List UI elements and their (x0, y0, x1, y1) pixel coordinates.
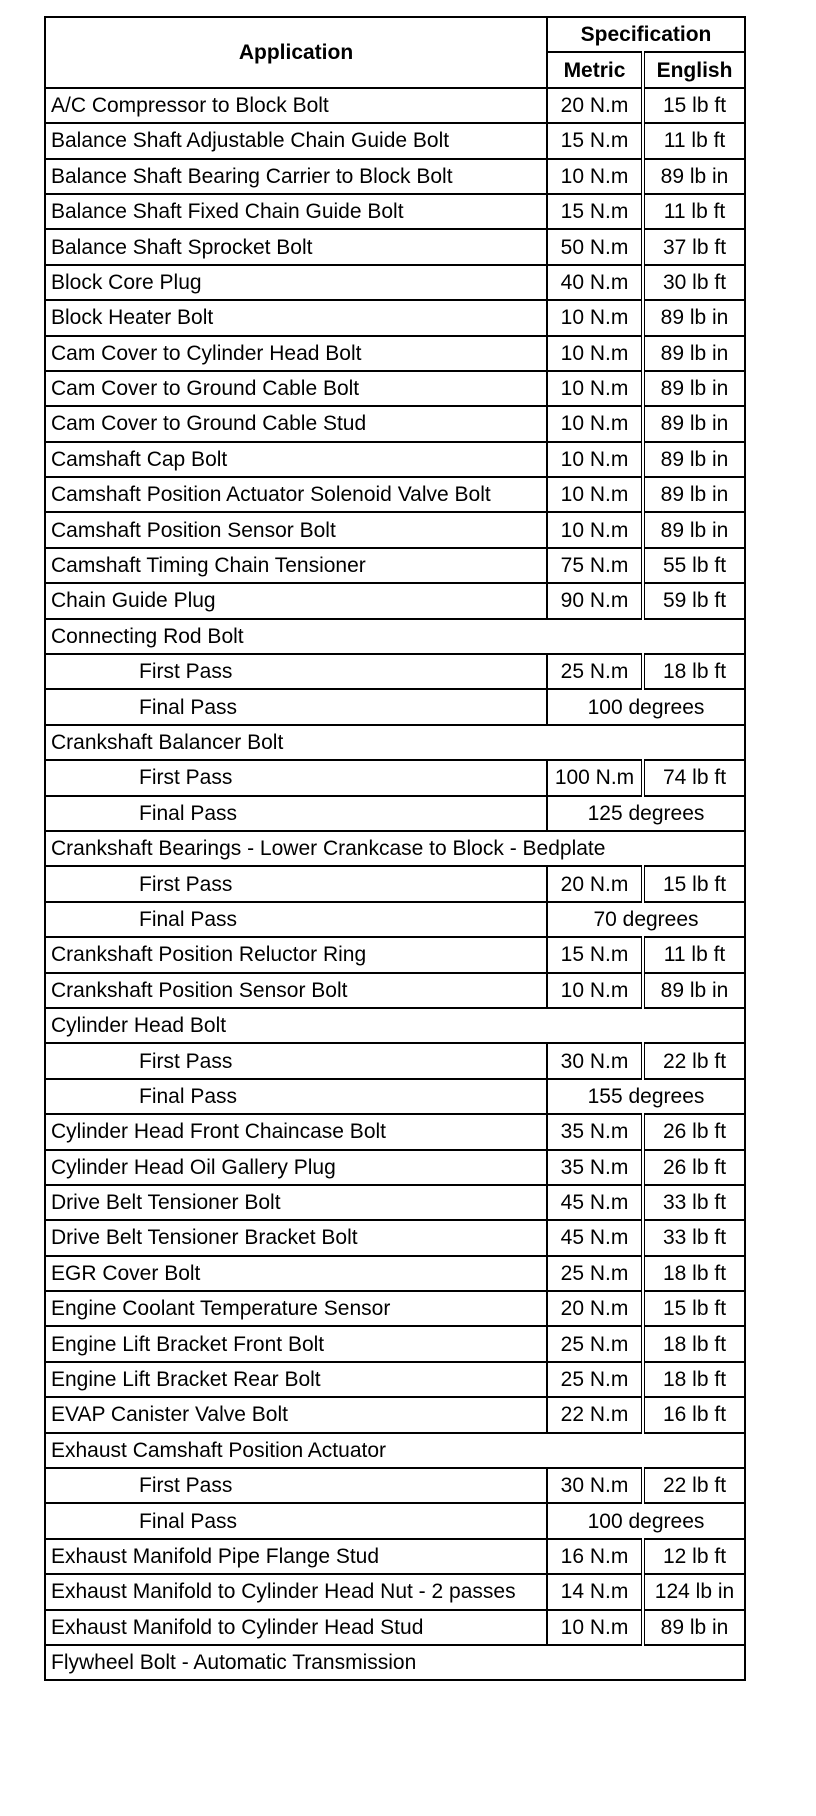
application-name: Engine Coolant Temperature Sensor (45, 1291, 547, 1326)
metric-header: Metric (547, 52, 643, 87)
metric-value: 45 N.m (547, 1185, 643, 1220)
english-value: 89 lb in (643, 477, 745, 512)
pass-name: First Pass (45, 866, 547, 901)
specification-header: Specification (547, 17, 745, 52)
metric-value: 40 N.m (547, 265, 643, 300)
english-value: 37 lb ft (643, 229, 745, 264)
application-name: Drive Belt Tensioner Bolt (45, 1185, 547, 1220)
metric-value: 10 N.m (547, 336, 643, 371)
table-row (45, 265, 745, 300)
metric-value: 25 N.m (547, 1362, 643, 1397)
torque-spec-table (44, 16, 746, 1681)
english-value: 15 lb ft (643, 1291, 745, 1326)
metric-value: 15 N.m (547, 123, 643, 158)
application-name: Drive Belt Tensioner Bracket Bolt (45, 1220, 547, 1255)
table-row (45, 583, 745, 618)
table-row (45, 88, 745, 123)
application-name: Cam Cover to Cylinder Head Bolt (45, 336, 547, 371)
table-row (45, 1114, 745, 1149)
table-row (45, 1326, 745, 1361)
table-row (45, 336, 745, 371)
table-row (45, 1610, 745, 1645)
english-value: 15 lb ft (643, 866, 745, 901)
table-row (45, 1220, 745, 1255)
table-row (45, 548, 745, 583)
table-row (45, 229, 745, 264)
table-row (45, 1079, 745, 1114)
english-value: 89 lb in (643, 406, 745, 441)
english-value: 11 lb ft (643, 194, 745, 229)
english-value: 89 lb in (643, 1610, 745, 1645)
metric-value: 25 N.m (547, 1326, 643, 1361)
metric-value: 20 N.m (547, 88, 643, 123)
metric-value: 10 N.m (547, 973, 643, 1008)
english-value: 18 lb ft (643, 1362, 745, 1397)
pass-name: First Pass (45, 1468, 547, 1503)
application-name: Exhaust Manifold to Cylinder Head Nut - 2 passes (45, 1574, 547, 1609)
angle-spec: 70 degrees (547, 902, 745, 937)
pass-name: Final Pass (45, 1503, 547, 1538)
pass-name: First Pass (45, 654, 547, 689)
table-row (45, 902, 745, 937)
english-value: 26 lb ft (643, 1114, 745, 1149)
english-value: 89 lb in (643, 512, 745, 547)
table-row (45, 300, 745, 335)
pass-name: First Pass (45, 760, 547, 795)
pass-name: Final Pass (45, 902, 547, 937)
group-row (45, 619, 745, 654)
english-value: 26 lb ft (643, 1150, 745, 1185)
table-row (45, 973, 745, 1008)
english-value: 18 lb ft (643, 1256, 745, 1291)
english-value: 89 lb in (643, 442, 745, 477)
table-row (45, 406, 745, 441)
metric-value: 35 N.m (547, 1150, 643, 1185)
metric-value: 16 N.m (547, 1539, 643, 1574)
application-name: Camshaft Cap Bolt (45, 442, 547, 477)
application-name: A/C Compressor to Block Bolt (45, 88, 547, 123)
english-value: 89 lb in (643, 371, 745, 406)
english-value: 11 lb ft (643, 937, 745, 972)
metric-value: 25 N.m (547, 1256, 643, 1291)
english-value: 124 lb in (643, 1574, 745, 1609)
table-row (45, 1468, 745, 1503)
metric-value: 14 N.m (547, 1574, 643, 1609)
metric-value: 15 N.m (547, 937, 643, 972)
metric-value: 10 N.m (547, 512, 643, 547)
metric-value: 10 N.m (547, 442, 643, 477)
english-value: 15 lb ft (643, 88, 745, 123)
metric-value: 100 N.m (547, 760, 643, 795)
application-name: Balance Shaft Bearing Carrier to Block Bolt (45, 159, 547, 194)
table-row (45, 512, 745, 547)
pass-name: First Pass (45, 1043, 547, 1078)
english-value: 22 lb ft (643, 1043, 745, 1078)
english-value: 89 lb in (643, 336, 745, 371)
table-row (45, 866, 745, 901)
table-body (45, 88, 745, 1681)
metric-value: 75 N.m (547, 548, 643, 583)
english-value: 89 lb in (643, 300, 745, 335)
metric-value: 10 N.m (547, 1610, 643, 1645)
metric-value: 20 N.m (547, 1291, 643, 1326)
group-row (45, 831, 745, 866)
table-row (45, 1256, 745, 1291)
application-name: Exhaust Manifold to Cylinder Head Stud (45, 1610, 547, 1645)
application-name: Engine Lift Bracket Front Bolt (45, 1326, 547, 1361)
table-row (45, 937, 745, 972)
application-group-name: Connecting Rod Bolt (45, 619, 745, 654)
application-name: Cam Cover to Ground Cable Stud (45, 406, 547, 441)
application-group-name: Flywheel Bolt - Automatic Transmission (45, 1645, 745, 1680)
application-group-name: Exhaust Camshaft Position Actuator (45, 1433, 745, 1468)
application-name: EVAP Canister Valve Bolt (45, 1397, 547, 1432)
english-value: 30 lb ft (643, 265, 745, 300)
table-row (45, 1539, 745, 1574)
table-row (45, 1043, 745, 1078)
table-row (45, 442, 745, 477)
english-value: 18 lb ft (643, 654, 745, 689)
metric-value: 10 N.m (547, 159, 643, 194)
application-name: Cam Cover to Ground Cable Bolt (45, 371, 547, 406)
application-name: Exhaust Manifold Pipe Flange Stud (45, 1539, 547, 1574)
english-value: 11 lb ft (643, 123, 745, 158)
table-row (45, 477, 745, 512)
english-value: 22 lb ft (643, 1468, 745, 1503)
english-value: 89 lb in (643, 973, 745, 1008)
table-row (45, 654, 745, 689)
application-header: Application (45, 17, 547, 88)
application-name: Balance Shaft Adjustable Chain Guide Bolt (45, 123, 547, 158)
application-name: Camshaft Position Sensor Bolt (45, 512, 547, 547)
table-row (45, 796, 745, 831)
table-row (45, 1362, 745, 1397)
table-row (45, 1574, 745, 1609)
metric-value: 10 N.m (547, 477, 643, 512)
english-value: 33 lb ft (643, 1185, 745, 1220)
pass-name: Final Pass (45, 1079, 547, 1114)
metric-value: 10 N.m (547, 300, 643, 335)
table-row (45, 159, 745, 194)
application-name: Block Heater Bolt (45, 300, 547, 335)
application-name: Crankshaft Position Sensor Bolt (45, 973, 547, 1008)
application-name: Engine Lift Bracket Rear Bolt (45, 1362, 547, 1397)
table-row (45, 1185, 745, 1220)
group-row (45, 1008, 745, 1043)
application-name: Camshaft Position Actuator Solenoid Valve Bolt (45, 477, 547, 512)
english-value: 16 lb ft (643, 1397, 745, 1432)
angle-spec: 125 degrees (547, 796, 745, 831)
header-row-top (45, 17, 745, 52)
english-value: 12 lb ft (643, 1539, 745, 1574)
angle-spec: 100 degrees (547, 689, 745, 724)
application-name: Cylinder Head Oil Gallery Plug (45, 1150, 547, 1185)
metric-value: 50 N.m (547, 229, 643, 264)
application-group-name: Cylinder Head Bolt (45, 1008, 745, 1043)
table-row (45, 1291, 745, 1326)
english-value: 33 lb ft (643, 1220, 745, 1255)
metric-value: 35 N.m (547, 1114, 643, 1149)
metric-value: 30 N.m (547, 1468, 643, 1503)
metric-value: 10 N.m (547, 371, 643, 406)
metric-value: 20 N.m (547, 866, 643, 901)
application-name: Balance Shaft Sprocket Bolt (45, 229, 547, 264)
group-row (45, 1433, 745, 1468)
metric-value: 90 N.m (547, 583, 643, 618)
pass-name: Final Pass (45, 689, 547, 724)
metric-value: 10 N.m (547, 406, 643, 441)
group-row (45, 1645, 745, 1680)
english-value: 55 lb ft (643, 548, 745, 583)
metric-value: 30 N.m (547, 1043, 643, 1078)
table-row (45, 689, 745, 724)
group-row (45, 725, 745, 760)
english-header: English (643, 52, 745, 87)
english-value: 74 lb ft (643, 760, 745, 795)
application-name: Block Core Plug (45, 265, 547, 300)
table-row (45, 1397, 745, 1432)
table-row (45, 760, 745, 795)
table-row (45, 194, 745, 229)
pass-name: Final Pass (45, 796, 547, 831)
application-name: EGR Cover Bolt (45, 1256, 547, 1291)
application-name: Camshaft Timing Chain Tensioner (45, 548, 547, 583)
application-name: Crankshaft Position Reluctor Ring (45, 937, 547, 972)
application-name: Chain Guide Plug (45, 583, 547, 618)
angle-spec: 100 degrees (547, 1503, 745, 1538)
metric-value: 45 N.m (547, 1220, 643, 1255)
application-name: Balance Shaft Fixed Chain Guide Bolt (45, 194, 547, 229)
metric-value: 22 N.m (547, 1397, 643, 1432)
application-group-name: Crankshaft Bearings - Lower Crankcase to Block - Bedplate (45, 831, 745, 866)
metric-value: 15 N.m (547, 194, 643, 229)
table-row (45, 1150, 745, 1185)
table-row (45, 123, 745, 158)
table-row (45, 1503, 745, 1538)
application-group-name: Crankshaft Balancer Bolt (45, 725, 745, 760)
application-name: Cylinder Head Front Chaincase Bolt (45, 1114, 547, 1149)
english-value: 18 lb ft (643, 1326, 745, 1361)
english-value: 89 lb in (643, 159, 745, 194)
angle-spec: 155 degrees (547, 1079, 745, 1114)
metric-value: 25 N.m (547, 654, 643, 689)
table-row (45, 371, 745, 406)
english-value: 59 lb ft (643, 583, 745, 618)
